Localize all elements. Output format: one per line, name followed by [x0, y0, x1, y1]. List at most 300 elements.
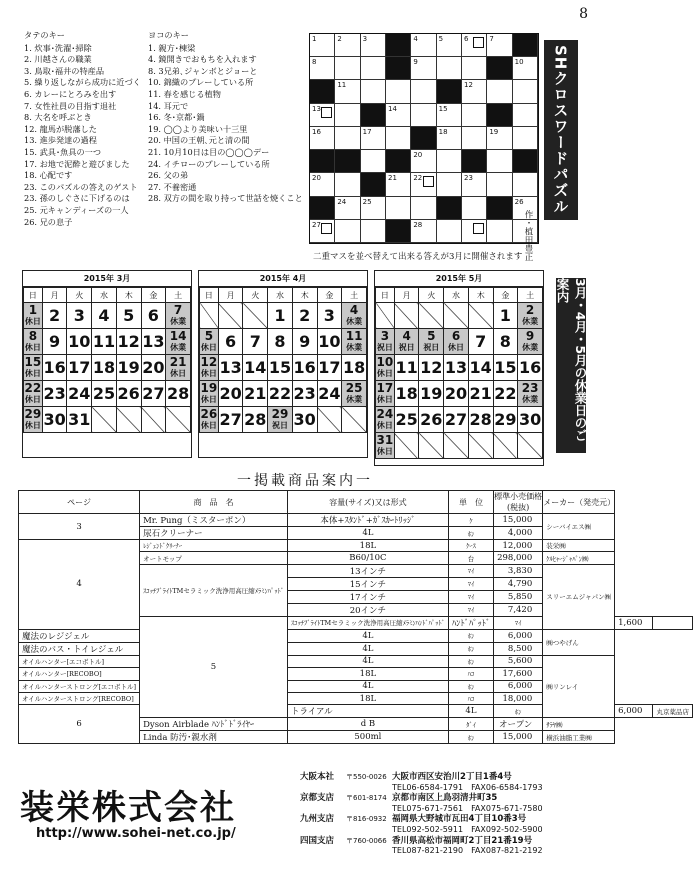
cell-number: 14 [388, 104, 397, 113]
tate-clues [24, 30, 149, 228]
weekday-header: 火 [243, 288, 268, 303]
page-cell: 4 [19, 540, 140, 630]
product-size: 13インチ [287, 564, 448, 577]
product-maker: ㈱リンレイ [543, 655, 615, 718]
product-size: 4L [287, 527, 448, 540]
crossword-cell[interactable] [462, 220, 487, 243]
crossword-cell[interactable] [487, 34, 512, 57]
crossword-black-cell [386, 34, 411, 57]
day-number: 24 [376, 406, 394, 421]
calendar-empty-cell [200, 303, 219, 329]
yoko-clue: 27. 不養密通 [148, 181, 197, 192]
calendar-empty-cell [376, 303, 395, 329]
product-unit: 台 [448, 552, 493, 564]
product-maker: 装栄㈱ [543, 540, 615, 552]
weekday-header: 水 [92, 288, 117, 303]
calendar-day: 2 [42, 303, 67, 329]
calendar-table [23, 287, 191, 433]
calendar-day [200, 407, 219, 433]
day-number: 9 [525, 328, 535, 343]
crossword-cell[interactable] [411, 104, 436, 127]
day-number: 1 [28, 302, 38, 317]
day-number: 12 [200, 354, 218, 369]
calendar-day: 13 [141, 329, 166, 355]
crossword-cell[interactable] [437, 173, 462, 196]
calendar-day: 6 [141, 303, 166, 329]
product-unit: ﾏｲ [448, 603, 493, 616]
crossword-cell[interactable] [361, 150, 386, 173]
crossword-cell[interactable] [335, 197, 360, 220]
branch-zip: 〒760-0066 [346, 836, 387, 845]
crossword-cell[interactable] [335, 220, 360, 243]
cell-number: 26 [514, 197, 524, 206]
calendar-day: 18 [342, 355, 367, 381]
calendar-day [268, 407, 293, 433]
cell-number: 1 [312, 35, 317, 43]
yoko-clue: 21. 10月10日は目の◯◯◯デー [148, 146, 270, 157]
calendar-day [376, 433, 395, 459]
crossword-cell[interactable] [462, 197, 487, 220]
crossword-cell[interactable] [437, 104, 462, 127]
page-cell: 5 [140, 616, 288, 718]
calendar-day: 18 [394, 381, 419, 407]
crossword-cell[interactable] [310, 127, 335, 150]
yoko-clue: 1. 親方･棟梁 [148, 42, 196, 53]
crossword-black-cell [513, 150, 538, 173]
cell-number: 10 [514, 58, 524, 67]
calendar-day: 5 [116, 303, 141, 329]
product-unit: ﾎﾝ [448, 527, 493, 540]
double-box [321, 223, 332, 234]
calendar-day: 16 [292, 355, 317, 381]
holiday-label: 休日 [24, 342, 41, 352]
calendar-day: 29 [493, 407, 518, 433]
weekday-header: 木 [468, 288, 493, 303]
calendar-day [376, 329, 395, 355]
product-price: 18,000 [494, 692, 543, 704]
tate-clue: 25. 元キャンディーズの一人 [24, 204, 129, 215]
branch-row [300, 772, 543, 783]
product-size: 18L [287, 540, 448, 552]
branch-zip: 〒816-0932 [346, 815, 387, 824]
product-price: 1,600 [615, 616, 653, 629]
branch-address: 大阪市西区安治川2丁目1番4号 [392, 772, 512, 782]
calendar-day [376, 407, 395, 433]
calendar-day: 25 [394, 407, 419, 433]
product-maker: ｻﾗﾔ㈱ [543, 718, 615, 731]
crossword-black-cell [310, 197, 335, 220]
crossword-cell[interactable] [437, 150, 462, 173]
calendar-may [374, 270, 544, 466]
weekday-header: 土 [342, 288, 367, 303]
crossword-cell[interactable] [411, 80, 436, 103]
yoko-clue: 16. 冬･京都･鍋 [148, 112, 205, 123]
crossword-cell[interactable] [487, 150, 512, 173]
product-unit: ﾀﾞｲ [448, 718, 493, 731]
day-number: 5 [204, 328, 214, 343]
crossword-cell[interactable] [310, 173, 335, 196]
calendar-day [200, 381, 219, 407]
crossword-cell[interactable] [513, 80, 538, 103]
cell-number: 12 [464, 81, 473, 90]
holiday-label: 休日 [24, 368, 41, 378]
product-name: オートモップ [140, 552, 288, 564]
calendar-day: 10 [317, 329, 342, 355]
crossword-cell[interactable] [437, 57, 462, 80]
crossword-cell[interactable] [361, 220, 386, 243]
calendar-day [376, 355, 395, 381]
yoko-header: ヨコのキー [148, 30, 189, 40]
calendar-day: 3 [317, 303, 342, 329]
day-number: 23 [521, 380, 539, 395]
holiday-label: 休業 [170, 316, 187, 326]
branch-zip: 〒550-0026 [346, 773, 387, 781]
calendar-day: 12 [419, 355, 444, 381]
yoko-clue: 14. 耳元で [148, 100, 189, 111]
holiday-label: 休業 [522, 394, 539, 404]
calendar-day: 25 [92, 381, 117, 407]
calendar-day [24, 407, 43, 433]
yoko-clue: 24. イチローのプレーしている所 [148, 158, 270, 169]
calendar-day [166, 329, 191, 355]
calendar-day: 8 [493, 329, 518, 355]
holiday-label: 休業 [522, 342, 539, 352]
product-unit: ﾏｲ [448, 564, 493, 577]
day-number: 11 [345, 328, 363, 343]
tate-clue: 5. 繰り返しながら成功に近づく [24, 77, 141, 88]
calendar-empty-cell [493, 433, 518, 459]
crossword-cell[interactable] [310, 57, 335, 80]
crossword-cell[interactable] [335, 173, 360, 196]
tate-clue: 6. カレーにとろみを出す [24, 88, 117, 99]
weekday-header: 水 [444, 288, 469, 303]
cell-number: 2 [337, 35, 342, 43]
cell-number: 21 [388, 174, 397, 183]
yoko-clue: 26. 父の弟 [148, 170, 189, 181]
day-number: 6 [451, 328, 461, 343]
holiday-label: 休日 [170, 368, 187, 378]
weekday-header: 水 [268, 288, 293, 303]
holiday-label: 祝日 [423, 342, 440, 352]
day-number: 26 [200, 406, 218, 421]
crossword-cell[interactable] [462, 34, 487, 57]
crossword-black-cell [386, 150, 411, 173]
calendar-day: 24 [67, 381, 92, 407]
calendar-april [198, 270, 368, 458]
calendar-day: 27 [444, 407, 469, 433]
table-row [19, 629, 693, 642]
cell-number: 28 [413, 220, 423, 229]
crossword-cell[interactable] [513, 57, 538, 80]
crossword-cell[interactable] [310, 104, 335, 127]
product-maker [653, 616, 693, 629]
cell-number: 22 [413, 174, 423, 183]
product-size: B60/10C [287, 552, 448, 564]
weekday-header: 月 [218, 288, 243, 303]
calendar-table [199, 287, 367, 433]
cell-number: 9 [413, 58, 418, 67]
day-number: 14 [169, 328, 187, 343]
calendar-day [518, 303, 543, 329]
calendar-day: 20 [444, 381, 469, 407]
crossword-cell[interactable] [462, 173, 487, 196]
crossword-cell[interactable] [361, 57, 386, 80]
product-price: 5,600 [494, 655, 543, 667]
calendar-day: 30 [42, 407, 67, 433]
company-branches [300, 772, 543, 857]
calendar-day: 20 [141, 355, 166, 381]
product-name: 尿石クリーナー [140, 527, 288, 540]
calendar-day: 16 [518, 355, 543, 381]
calendar-day: 9 [292, 329, 317, 355]
crossword-black-cell [513, 34, 538, 57]
tate-clue: 13. 進歩発達の過程 [24, 135, 97, 146]
holiday-label: 休業 [346, 316, 363, 326]
yoko-clue: 11. 春を感じる植物 [148, 88, 221, 99]
crossword-cell[interactable] [411, 150, 436, 173]
calendar-day: 30 [518, 407, 543, 433]
holiday-label: 休日 [376, 368, 393, 378]
crossword-cell[interactable] [462, 127, 487, 150]
calendar-day: 7 [243, 329, 268, 355]
calendar-day: 21 [468, 381, 493, 407]
product-price: 7,420 [494, 603, 543, 616]
calendar-day: 30 [292, 407, 317, 433]
crossword-cell[interactable] [361, 197, 386, 220]
product-price: 12,000 [494, 540, 543, 552]
product-price: 298,000 [494, 552, 543, 564]
calendar-day: 28 [243, 407, 268, 433]
product-price: 5,850 [494, 590, 543, 603]
calendar-day: 22 [268, 381, 293, 407]
product-unit: ｹ [448, 514, 493, 527]
product-maker: ｹﾙﾋｬｰｼﾞｬﾊﾟﾝ㈱ [543, 552, 615, 564]
calendar-day [166, 355, 191, 381]
crossword-cell[interactable] [437, 127, 462, 150]
holiday-label: 休日 [24, 316, 41, 326]
crossword-cell[interactable] [335, 127, 360, 150]
crossword-cell[interactable] [487, 80, 512, 103]
product-name: Dyson Airblade ﾊﾝﾄﾞﾄﾞﾗｲﾔｰ [140, 718, 288, 731]
tate-clue: 7. 女性社員の目指す退社 [24, 100, 117, 111]
calendar-day: 27 [218, 407, 243, 433]
crossword-cell[interactable] [462, 104, 487, 127]
column-header: 標準小売価格(税抜) [494, 492, 543, 512]
cell-number: 15 [438, 104, 448, 113]
calendar-day [444, 329, 469, 355]
product-price: 15,000 [494, 731, 543, 744]
product-unit: ﾎﾝ [448, 680, 493, 692]
product-unit: ﾏｲ [494, 616, 543, 629]
crossword-cell[interactable] [411, 57, 436, 80]
day-number: 25 [345, 380, 363, 395]
calendar-empty-cell [166, 407, 191, 433]
cell-number: 7 [489, 35, 494, 43]
product-price: 3,830 [494, 564, 543, 577]
calendar-day: 24 [317, 381, 342, 407]
weekday-header: 日 [24, 288, 43, 303]
product-unit: ﾎﾝ [448, 629, 493, 642]
crossword-cell[interactable] [437, 34, 462, 57]
crossword-cell[interactable] [386, 173, 411, 196]
crossword-cell[interactable] [513, 173, 538, 196]
branch-address: 香川県高松市福岡町2丁目21番19号 [392, 835, 533, 846]
crossword-cell[interactable] [437, 220, 462, 243]
yoko-clue: 28. 双方の間を取り持って世話を焼くこと [148, 193, 303, 204]
crossword-cell[interactable] [386, 127, 411, 150]
holiday-label: 休業 [170, 342, 187, 352]
weekday-header: 日 [376, 288, 395, 303]
calendar-empty-cell [116, 407, 141, 433]
product-size: d B [287, 718, 448, 731]
product-size: 18L [287, 692, 448, 704]
crossword-cell[interactable] [335, 80, 360, 103]
day-number: 3 [380, 328, 390, 343]
crossword-black-cell [386, 57, 411, 80]
tate-clue: 17. お地で泥酔と遊びました [24, 158, 130, 169]
crossword-cell[interactable] [335, 57, 360, 80]
day-number: 4 [349, 302, 359, 317]
double-box [423, 176, 434, 187]
day-number: 8 [28, 328, 38, 343]
branch-row [300, 836, 543, 847]
tate-clue: 18. 心配です [24, 170, 73, 181]
calendar-day: 1 [268, 303, 293, 329]
product-size: 20インチ [287, 603, 448, 616]
tate-clue: 23. 孫のしぐさに下げるのは [24, 193, 130, 204]
crossword-black-cell [437, 80, 462, 103]
crossword-cell[interactable] [513, 104, 538, 127]
calendar-day [342, 381, 367, 407]
crossword-cell[interactable] [411, 173, 436, 196]
weekday-header: 土 [518, 288, 543, 303]
calendar-empty-cell [394, 433, 419, 459]
column-header: ページ [19, 491, 140, 514]
weekday-header: 金 [141, 288, 166, 303]
product-price: オープン [494, 718, 543, 731]
company-url[interactable]: http://www.sohei-net.co.jp/ [36, 826, 236, 841]
calendar-day [200, 355, 219, 381]
calendar-day: 23 [42, 381, 67, 407]
product-name: オイルハンターストロング[エコボトル] [19, 680, 140, 692]
product-name: ｽｺｯﾁﾌﾞﾗｲﾄTMセラミック洗浄用高圧縮ﾒﾗﾐﾝﾊﾟｯﾄﾞ [140, 564, 288, 616]
weekday-header: 金 [317, 288, 342, 303]
crossword-cell[interactable] [411, 197, 436, 220]
crossword-cell[interactable] [462, 80, 487, 103]
product-unit: ﾎﾝ [448, 731, 493, 744]
cell-number: 27 [312, 220, 321, 229]
calendar-day: 11 [394, 355, 419, 381]
product-name: 魔法のレジジェル [19, 629, 140, 642]
crossword-cell[interactable] [411, 34, 436, 57]
product-size: 本体+ｽﾀﾝﾄﾞ+ｶﾞｽｶｰﾄﾘｯｼﾞ [287, 514, 448, 527]
product-maker: 横浜油脂工業㈱ [543, 731, 615, 744]
calendar-empty-cell [468, 433, 493, 459]
product-price: 8,500 [494, 642, 543, 655]
product-name: ｽｺｯﾁﾌﾞﾗｲﾄTMセラミック洗浄用高圧縮ﾒﾗﾐﾝﾊﾝﾄﾞﾊﾟｯﾄﾞ [287, 616, 448, 629]
weekday-header: 木 [116, 288, 141, 303]
calendar-day: 28 [166, 381, 191, 407]
crossword-cell[interactable] [487, 220, 512, 243]
calendar-title: 2015年 4月 [199, 271, 367, 287]
product-size: 15インチ [287, 577, 448, 590]
calendar-day: 19 [116, 355, 141, 381]
cell-number: 8 [312, 58, 317, 67]
holiday-label: 休業 [346, 394, 363, 404]
crossword-grid [309, 33, 539, 244]
crossword-cell[interactable] [411, 220, 436, 243]
cell-number: 20 [312, 174, 321, 183]
product-unit: ﾏｲ [448, 590, 493, 603]
crossword-cell[interactable] [335, 34, 360, 57]
products-header: 一掲載商品案内一 [237, 473, 373, 489]
crossword-cell[interactable] [361, 34, 386, 57]
column-header: 容量(サイズ)又は形式 [287, 491, 448, 514]
calendar-day: 21 [243, 381, 268, 407]
product-name: オイルハンター[エコボトル] [19, 655, 140, 667]
crossword-cell[interactable] [513, 127, 538, 150]
crossword-black-cell [361, 104, 386, 127]
crossword-cell[interactable] [361, 80, 386, 103]
product-size: 17インチ [287, 590, 448, 603]
calendar-day: 6 [218, 329, 243, 355]
day-number: 22 [24, 380, 42, 395]
product-unit: ﾏｲ [448, 577, 493, 590]
crossword-cell[interactable] [310, 220, 335, 243]
calendar-empty-cell [419, 433, 444, 459]
day-number: 5 [427, 328, 436, 343]
crossword-cell[interactable] [310, 34, 335, 57]
calendar-title: 2015年 5月 [375, 271, 543, 287]
holiday-label: 祝日 [376, 342, 393, 352]
crossword-black-cell [411, 127, 436, 150]
table-row [19, 655, 693, 667]
calendar-day: 26 [116, 381, 141, 407]
day-number: 7 [173, 302, 183, 317]
holiday-label: 休日 [24, 420, 41, 430]
calendar-day: 18 [92, 355, 117, 381]
crossword-cell[interactable] [361, 127, 386, 150]
tate-clue: 23. このパズルの答えのゲスト [24, 181, 138, 192]
branch-address: 福岡県大野城市瓦田4丁目10番3号 [392, 814, 527, 825]
branch-tel: TEL075-671-7561 FAX075-671-7580 [392, 803, 543, 813]
holiday-label: 休業 [346, 342, 363, 352]
table-row [19, 514, 693, 527]
calendar-day [166, 303, 191, 329]
calendar-day: 16 [42, 355, 67, 381]
product-name: オイルハンター[RECOBO] [19, 668, 140, 680]
crossword-cell[interactable] [487, 173, 512, 196]
crossword-note: 二重マスを並べ替えて出来る答えが3月に開催されます [313, 252, 523, 262]
crossword-cell[interactable] [386, 80, 411, 103]
crossword-black-cell [310, 150, 335, 173]
day-number: 2 [525, 302, 535, 317]
weekday-header: 火 [419, 288, 444, 303]
crossword-cell[interactable] [335, 104, 360, 127]
crossword-cell[interactable] [462, 57, 487, 80]
crossword-cell[interactable] [487, 127, 512, 150]
tate-clue: 8. 大名を呼ぶとき [24, 112, 92, 123]
crossword-cell[interactable] [386, 197, 411, 220]
products-table [18, 490, 693, 744]
product-unit: ｹｰｽ [448, 540, 493, 552]
day-number: 4 [402, 328, 411, 343]
crossword-cell[interactable] [386, 104, 411, 127]
crossword-black-cell [487, 104, 512, 127]
calendar-day [24, 355, 43, 381]
yoko-clues [148, 30, 308, 205]
product-name: ﾚｼﾞｪﾝﾄﾞｸﾘｰﾅｰ [140, 540, 288, 552]
